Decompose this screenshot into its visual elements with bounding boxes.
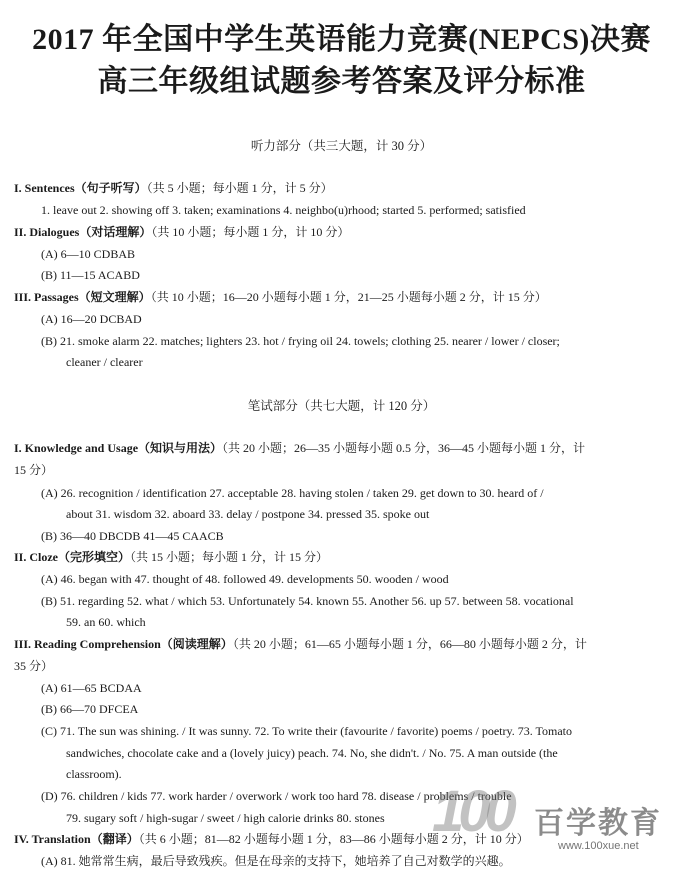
section-note-continued: 15 分） (14, 463, 54, 477)
writing-heading: 笔试部分（共七大题，计 120 分） (247, 399, 436, 413)
answer-line: (A) 61—65 BCDAA (41, 681, 142, 695)
answer-line: (D) 76. children / kids 77. work harder / overwork / work too hard 78. disease / problems / trouble (41, 789, 512, 803)
section-note: （共 5 小题；每小题 1 分，计 5 分） (146, 181, 333, 195)
section-title: IV. Translation（翻译） (14, 832, 139, 846)
section-title-row (14, 830, 669, 848)
section-title: II. Cloze（完形填空） (14, 550, 130, 564)
answer-line: about 31. wisdom 32. aboard 33. delay / postpone 34. pressed 35. spoke out (66, 507, 430, 521)
answer-line: classroom). (66, 767, 122, 781)
section-note: （共 10 小题；16—20 小题每小题 1 分，21—25 小题每小题 2 分，计 15 分） (150, 290, 547, 304)
watermark-url: www.100xue.net (558, 840, 639, 852)
listening-heading: 听力部分（共三大题，计 30 分） (250, 139, 433, 153)
answer-line: (A) 46. began with 47. thought of 48. followed 49. developments 50. wooden / wood (41, 572, 449, 586)
answer-line: (B) 66—70 DFCEA (41, 702, 139, 716)
answer-line: cleaner / clearer (66, 355, 143, 369)
section-title-row (14, 288, 669, 306)
watermark-brand: 百学教育 (534, 806, 662, 841)
answer-line: 59. an 60. which (66, 615, 146, 629)
answer-line: 1. leave out 2. showing off 3. taken; examinations 4. neighbo(u)rhood; started 5. performed; satisfied (41, 203, 526, 217)
answer-line: (B) 36—40 DBCDB 41—45 CAACB (41, 529, 224, 543)
answer-line: sandwiches, chocolate cake and a (lovely juicy) peach. 74. No, she didn't. / No. 75. A man outside (the (66, 746, 558, 760)
section-title-row (14, 439, 669, 457)
section-title-row (14, 635, 669, 653)
section-note: （共 15 小题；每小题 1 分，计 15 分） (130, 550, 329, 564)
section-title: III. Reading Comprehension（阅读理解） (14, 637, 233, 651)
answer-line: (A) 16—20 DCBAD (41, 312, 142, 326)
watermark-number: 100 (432, 779, 511, 844)
answer-line: (B) 11—15 ACABD (41, 268, 140, 282)
section-title: III. Passages（短文理解） (14, 290, 151, 304)
answer-line: 79. sugary soft / high-sugar / sweet / high calorie drinks 80. stones (66, 811, 385, 825)
section-title: I. Knowledge and Usage（知识与用法） (14, 441, 223, 455)
answer-line: (A) 6—10 CDBAB (41, 247, 136, 261)
document-title-line1: 2017 年全国中学生英语能力竞赛(NEPCS)决赛 (32, 23, 651, 56)
section-note: （共 20 小题；26—35 小题每小题 0.5 分，36—45 小题每小题 1 分，计 (222, 441, 586, 455)
section-title: I. Sentences（句子听写） (14, 181, 147, 195)
answer-line: (C) 71. The sun was shining. / It was sunny. 72. To write their (favourite / favorite) poems / poetry. 73. Tomato (41, 724, 573, 738)
answer-line: (A) 26. recognition / identification 27. acceptable 28. having stolen / taken 29. get down to 30. heard of / (41, 486, 544, 500)
section-note-continued: 35 分） (14, 659, 54, 673)
section-note: （共 20 小题；61—65 小题每小题 1 分，66—80 小题每小题 2 分，计 (232, 637, 587, 651)
answer-line: (B) 51. regarding 52. what / which 53. Unfortunately 54. known 55. Another 56. up 57. between 58. vocational (41, 594, 574, 608)
section-title-row (14, 179, 669, 197)
document-title-line2: 高三年级组试题参考答案及评分标准 (97, 65, 586, 98)
answer-line: (B) 21. smoke alarm 22. matches; lighters 23. hot / frying oil 24. towels; clothing 25. nearer / lower / closer; (41, 334, 560, 348)
section-note: （共 6 小题；81—82 小题每小题 1 分，83—86 小题每小题 2 分，计 10 分） (138, 832, 529, 846)
section-title-row (14, 548, 669, 566)
section-note: （共 10 小题；每小题 1 分，计 10 分） (151, 225, 350, 239)
answer-line: (A) 81. 她常常生病，最后导致残疾。但是在母亲的支持下，她培养了自己对数学的兴趣。 (41, 854, 511, 868)
section-title: II. Dialogues（对话理解） (14, 225, 152, 239)
section-title-row (14, 223, 669, 241)
